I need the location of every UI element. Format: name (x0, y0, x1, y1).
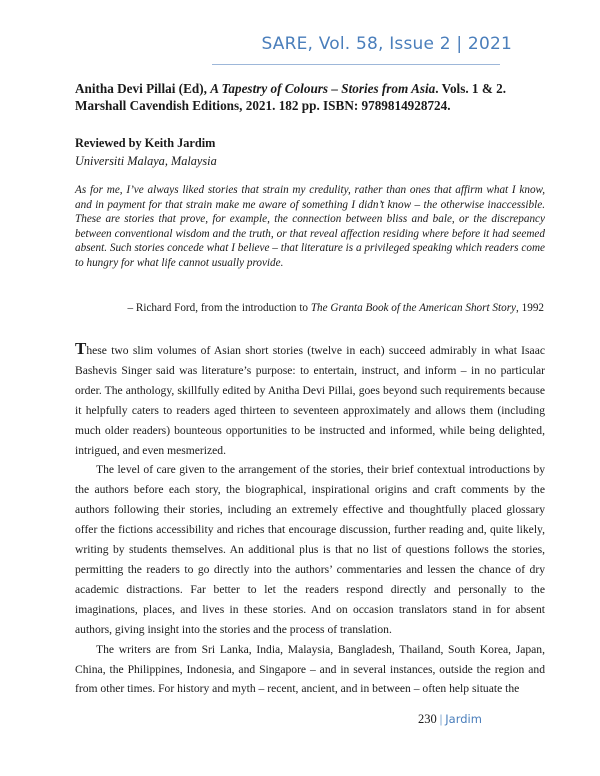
journal-header: SARE, Vol. 58, Issue 2 | 2021 (261, 34, 512, 54)
paragraph-3: The writers are from Sri Lanka, India, Malaysia, Bangladesh, Thailand, South Korea, Japan, China, the Philippines, Indonesia, and Singapore – and in several instances, outside the region and from other times. For history and myth – recent, ancient, and in between – often help situate the (75, 642, 545, 696)
footer-separator: | (439, 712, 443, 726)
paragraph-2: The level of care given to the arrangement of the stories, their brief contextual introductions by the authors before each story, the biographical, inspirational origins and craft comments by the authors following their stories, including an extremely effective and thoughtfully placed glossary offer the fictions accessibility and riches that encourage discussion, further reading and, quite likely, writing by students themselves. An additional plus is that no list of questions follows the stories, permitting the readers to go directly into the authors’ commentaries and lessen the chance of dry academic distractions. Far better to let the readers respond directly and personally to the imaginations, places, and lives in these stories. And on occasion translators stand in for absent authors, giving insight into the stories and the process of translation. (75, 463, 545, 636)
paragraph-1-text: hese two slim volumes of Asian short stories (twelve in each) succeed admirably in what Isaac Bashevis Singer said was literature’s purpose: to entertain, instruct, and inform – in no particular order. The anthology, skillfully edited by Anitha Devi Pillai, goes beyond such requirements because it helpfully caters to readers aged thirteen to seventeen approximately and allows them (including much older readers) bounteous opportunities to be instructed and informed, while being delighted, intrigued, and even mesmerized. (75, 344, 545, 457)
attribution-book: The Granta Book of the American Short Story (310, 302, 517, 314)
header-divider (212, 64, 500, 65)
epigraph-quote: As for me, I’ve always liked stories that strain my credulity, rather than ones that affirm what I know, and in payment for that strain make me aware of something I didn’t know – the otherwise inaccessible. These are stories that prove, for example, the connection between bliss and bale, or the discrepancy between conventional wisdom and the truth, or that reveal affection residing where before it had seemed absent. Such stories concede what I believe – that literature is a privileged speaking which readers come to hungry for what life cannot usually provide. (75, 184, 545, 269)
citation-details: . Vols. 1 & 2. Marshall Cavendish Editions, 2021. 182 pp. ISBN: 9789814928724. (75, 81, 506, 113)
attribution-prefix: – Richard Ford, from the introduction to (127, 302, 311, 314)
running-author: Jardim (445, 712, 482, 726)
book-citation (75, 80, 545, 114)
attribution-suffix: , 1992 (516, 302, 544, 314)
page-footer (418, 712, 482, 727)
reviewer-name: Reviewed by Keith Jardim (75, 136, 216, 150)
drop-cap: T (75, 339, 87, 358)
citation-title: A Tapestry of Colours – Stories from Asia (210, 81, 436, 96)
reviewer-affiliation: Universiti Malaya, Malaysia (75, 154, 217, 168)
review-body (75, 339, 545, 699)
paragraph-1 (75, 339, 545, 460)
epigraph-attribution (128, 302, 545, 314)
citation-editor: Anitha Devi Pillai (Ed), (75, 81, 211, 96)
page-number: 230 (418, 712, 437, 726)
